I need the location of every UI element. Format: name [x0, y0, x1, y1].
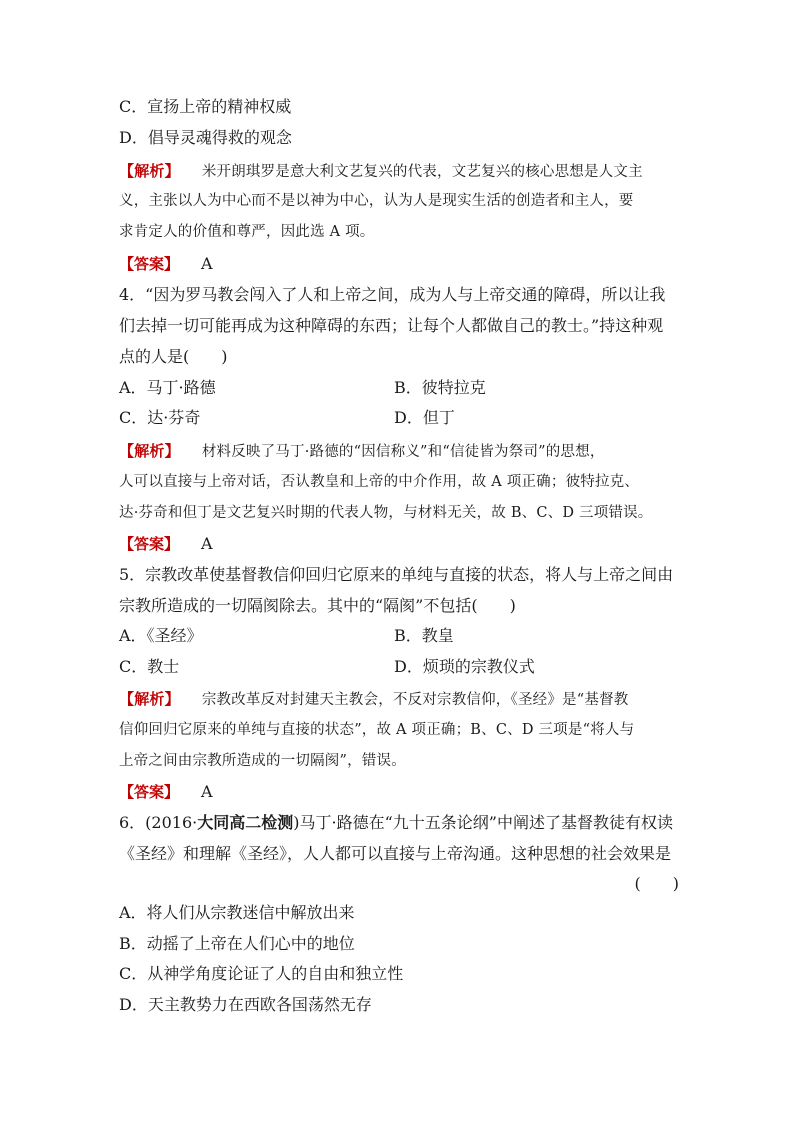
q6-option-d: D．天主教势力在西欧各国荡然无存 [119, 995, 372, 1014]
q4-analysis-line-3: 达·芬奇和但丁是文艺复兴时期的代表人物，与材料无关，故 B、C、D 三项错误。 [119, 505, 653, 521]
q4-stem-line-1: 4．“因为罗马教会闯入了人和上帝之间，成为人与上帝交通的障碍，所以让我 [119, 285, 666, 304]
answer-value: A [201, 782, 213, 801]
q5-analysis-line-2: 信仰回归它原来的单纯与直接的状态”，故 A 项正确；B、C、D 三项是“将人与 [119, 722, 635, 738]
q5-analysis-line-1 [119, 688, 679, 711]
q5-answer [119, 781, 679, 803]
q6-stem-prefix: 6．(2016· [119, 813, 198, 832]
q3-analysis-line-2: 义，主张以人为中心而不是以神为中心，认为人是现实生活的创造者和主人，要 [119, 193, 634, 209]
q4-analysis-line-2: 人可以直接与上帝对话，否认教皇和上帝的中介作用，故 A 项正确；彼特拉克、 [119, 474, 640, 490]
analysis-text: 宗教改革反对封建天主教会，不反对宗教信仰，《圣经》是“基督教 [201, 692, 629, 708]
analysis-text: 材料反映了马丁·路德的“因信称义”和“信徒皆为祭司”的思想， [201, 444, 605, 460]
q4-answer [119, 533, 679, 555]
q6-stem-line-2: 《圣经》和理解《圣经》，人人都可以直接与上帝沟通。这种思想的社会效果是 [119, 844, 672, 863]
q6-option-b: B．动摇了上帝在人们心中的地位 [119, 934, 355, 953]
q5-stem-line-1: 5．宗教改革使基督教信仰回归它原来的单纯与直接的状态，将人与上帝之间由 [119, 565, 674, 584]
q5-option-d: D．烦琐的宗教仪式 [394, 657, 535, 676]
analysis-tag: 【解析】 [119, 442, 180, 460]
q5-analysis-line-3: 上帝之间由宗教所造成的一切隔阂”，错误。 [119, 753, 406, 769]
q4-options-row-2 [119, 407, 679, 429]
answer-tag: 【答案】 [119, 255, 180, 273]
q6-source: 大同高二检测 [197, 813, 294, 832]
q4-stem-line-3: 点的人是( ) [119, 347, 228, 366]
q6-stem-rest: )马丁·路德在“九十五条论纲”中阐述了基督教徒有权读 [293, 813, 673, 832]
q6-option-c: C．从神学角度论证了人的自由和独立性 [119, 964, 404, 983]
q5-stem-line-2: 宗教所造成的一切隔阂除去。其中的“隔阂”不包括( ) [119, 596, 516, 615]
q4-option-c: C．达·芬奇 [119, 408, 201, 427]
q4-option-b: B．彼特拉克 [394, 378, 486, 397]
q6-option-a: A．将人们从宗教迷信中解放出来 [119, 903, 355, 922]
analysis-tag: 【解析】 [119, 690, 180, 708]
q5-options-row-2 [119, 656, 679, 678]
q3-analysis-line-1 [119, 160, 679, 183]
q4-stem-line-2: 们去掉一切可能再成为这种障碍的东西；让每个人都做自己的教士。”持这种观 [119, 316, 664, 335]
answer-tag: 【答案】 [119, 535, 180, 553]
answer-value: A [201, 254, 213, 273]
q3-analysis-line-3: 求肯定人的价值和尊严，因此选 A 项。 [119, 224, 375, 240]
q5-option-a: A．《圣经》 [119, 626, 203, 645]
q4-option-d: D．但丁 [394, 408, 455, 427]
q6-stem-line-1 [119, 812, 679, 834]
q3-answer [119, 253, 679, 275]
analysis-tag: 【解析】 [119, 162, 180, 180]
answer-bracket: ( ) [634, 874, 679, 893]
q4-analysis-line-1 [119, 440, 679, 463]
q3-option-c: C．宣扬上帝的精神权威 [119, 97, 292, 116]
q4-option-a: A．马丁·路德 [119, 378, 216, 397]
q5-option-b: B．教皇 [394, 626, 454, 645]
analysis-text: 米开朗琪罗是意大利文艺复兴的代表，文艺复兴的核心思想是人文主 [201, 164, 643, 180]
q4-options-row-1 [119, 377, 679, 399]
q5-options-row-1 [119, 625, 679, 647]
answer-value: A [201, 534, 213, 553]
q3-option-d: D．倡导灵魂得救的观念 [119, 128, 292, 147]
q5-option-c: C．教士 [119, 657, 180, 676]
answer-tag: 【答案】 [119, 783, 180, 801]
